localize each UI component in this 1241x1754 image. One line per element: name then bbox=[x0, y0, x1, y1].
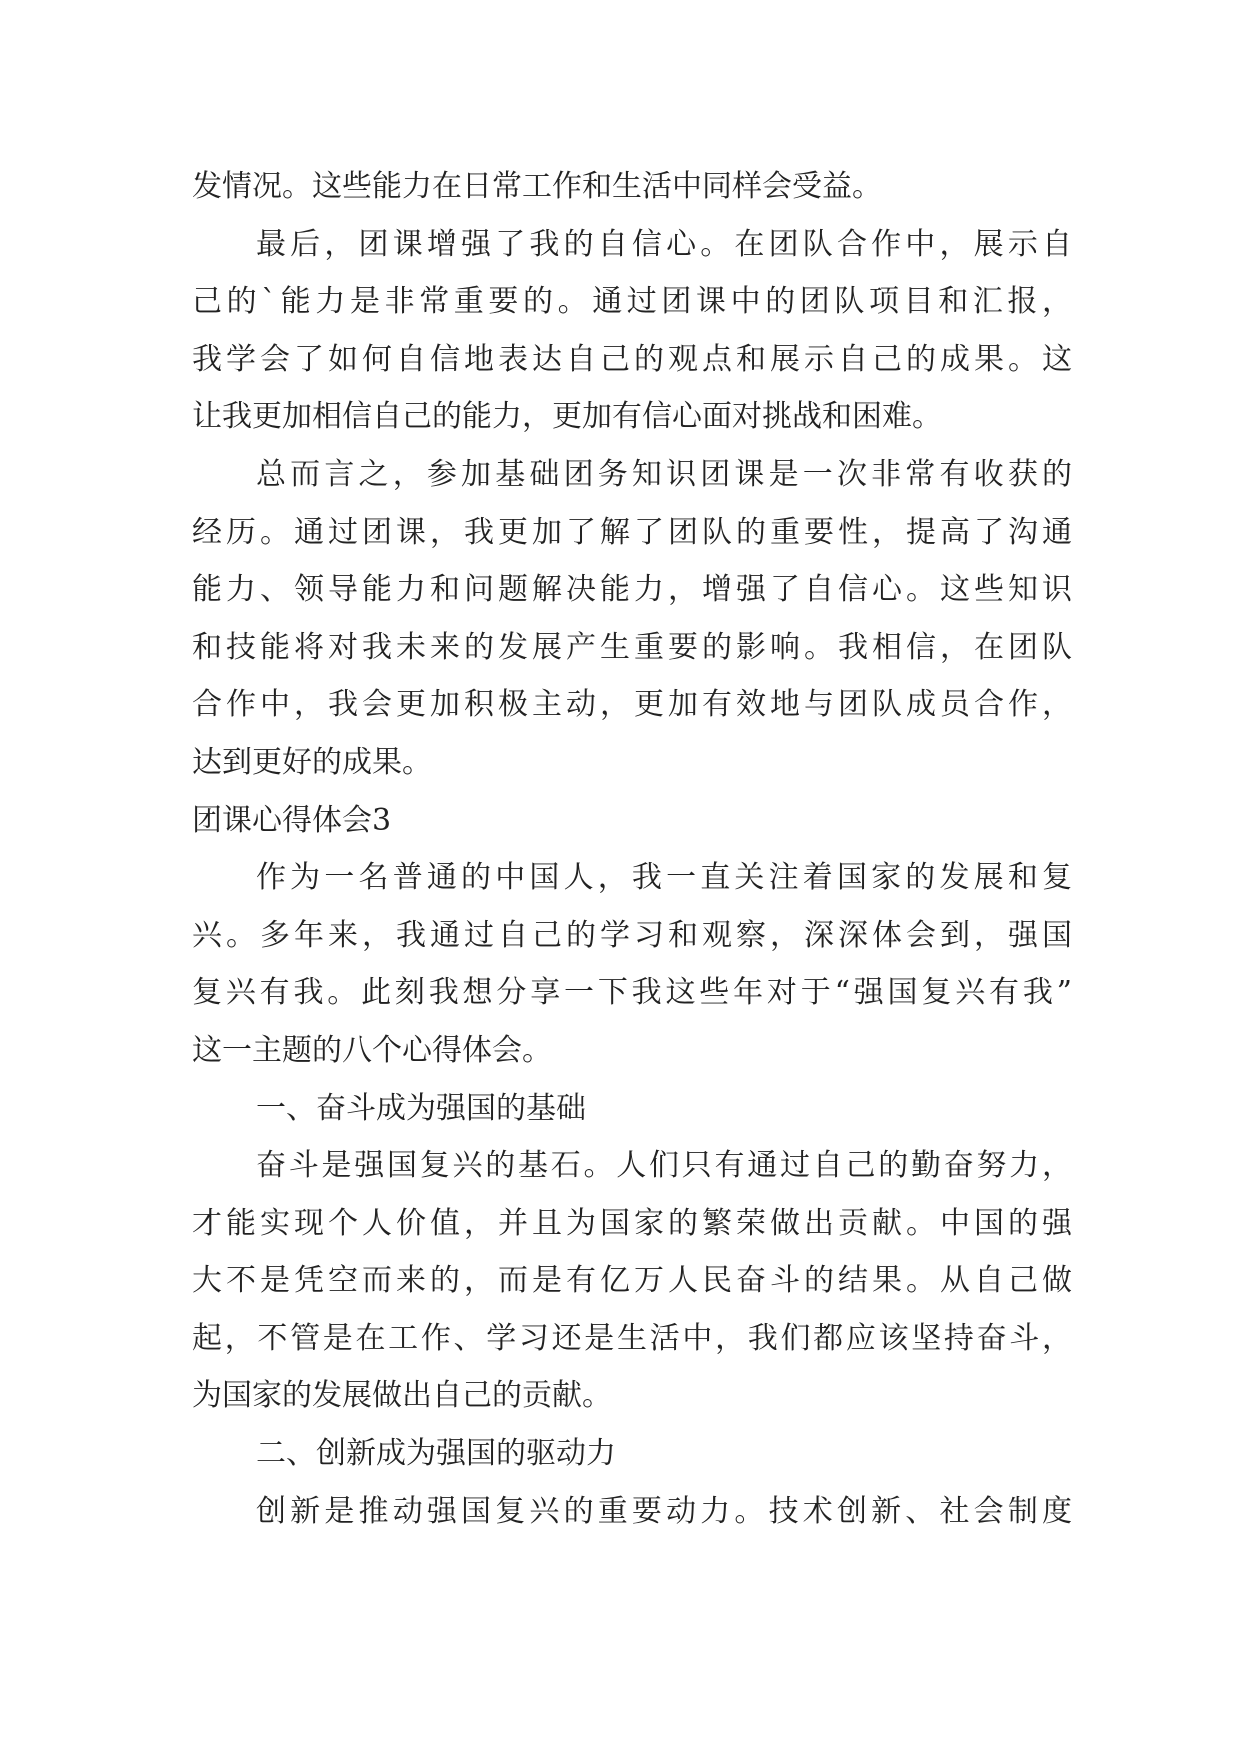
text-line: 经历。通过团课，我更加了解了团队的重要性，提高了沟通 bbox=[192, 514, 1072, 550]
text-line: 总而言之，参加基础团务知识团课是一次非常有收获的 bbox=[256, 456, 1072, 492]
text-line: 兴。多年来，我通过自己的学习和观察，深深体会到，强国 bbox=[192, 917, 1072, 953]
text-line: 起，不管是在工作、学习还是生活中，我们都应该坚持奋斗， bbox=[192, 1320, 1072, 1356]
text-line: 能力、领导能力和问题解决能力，增强了自信心。这些知识 bbox=[192, 572, 1072, 608]
text-line: 最后，团课增强了我的自信心。在团队合作中，展示自 bbox=[256, 226, 1072, 262]
text-line: 奋斗是强国复兴的基石。人们只有通过自己的勤奋努力， bbox=[256, 1148, 1072, 1184]
text-line: 作为一名普通的中国人，我一直关注着国家的发展和复 bbox=[256, 860, 1072, 896]
text-line: 我学会了如何自信地表达自己的观点和展示自己的成果。这 bbox=[192, 341, 1072, 377]
text-line: 创新是推动强国复兴的重要动力。技术创新、社会制度 bbox=[256, 1493, 1072, 1529]
text-line: 这一主题的八个心得体会。 bbox=[192, 1032, 552, 1068]
section-heading: 团课心得体会3 bbox=[192, 802, 392, 838]
text-line: 己的`能力是非常重要的。通过团课中的团队项目和汇报， bbox=[192, 284, 1072, 320]
subsection-heading: 二、创新成为强国的驱动力 bbox=[256, 1436, 616, 1472]
text-line: 发情况。这些能力在日常工作和生活中同样会受益。 bbox=[192, 169, 882, 204]
document-body bbox=[192, 158, 1072, 1540]
text-line: 和技能将对我未来的发展产生重要的影响。我相信，在团队 bbox=[192, 629, 1072, 665]
text-line: 合作中，我会更加积极主动，更加有效地与团队成员合作， bbox=[192, 687, 1072, 723]
text-line: 大不是凭空而来的，而是有亿万人民奋斗的结果。从自己做 bbox=[192, 1263, 1072, 1299]
subsection-heading: 一、奋斗成为强国的基础 bbox=[256, 1090, 586, 1126]
text-line: 才能实现个人价值，并且为国家的繁荣做出贡献。中国的强 bbox=[192, 1205, 1072, 1241]
text-line: 为国家的发展做出自己的贡献。 bbox=[192, 1378, 612, 1414]
text-line: 复兴有我。此刻我想分享一下我这些年对于“强国复兴有我” bbox=[192, 975, 1072, 1011]
text-line: 达到更好的成果。 bbox=[192, 744, 432, 780]
text-line: 让我更加相信自己的能力，更加有信心面对挑战和困难。 bbox=[192, 399, 942, 435]
